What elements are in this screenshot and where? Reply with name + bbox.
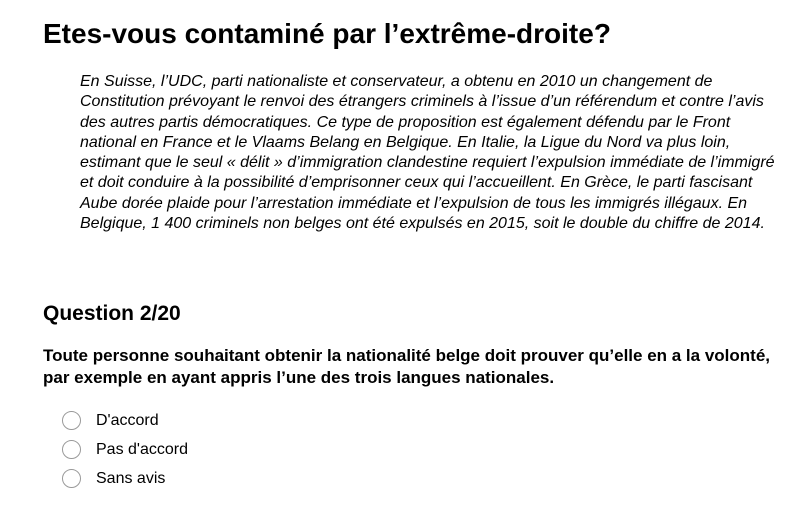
option-disagree[interactable]: [62, 435, 188, 464]
option-label[interactable]: D'accord: [96, 411, 159, 429]
option-agree[interactable]: [62, 406, 188, 435]
answer-options: [62, 406, 188, 493]
page-title: Etes-vous contaminé par l’extrême-droite?: [43, 18, 611, 49]
option-label[interactable]: Pas d'accord: [96, 440, 188, 458]
radio-button-icon[interactable]: [62, 469, 81, 488]
radio-button-icon[interactable]: [62, 411, 81, 430]
intro-paragraph: En Suisse, l’UDC, parti nationaliste et conservateur, a obtenu en 2010 un changement de Constitution prévoyant le renvoi des étrangers criminels à l’issue d’un référendum et contre l’avis des autres partis démocratiques. Ce type de proposition est également défendu par le Front national en France et le Vlaams Belang en Belgique. En Italie, la Ligue du Nord va plus loin, estimant que le seul « délit » d’immigration clandestine requiert l’expulsion immédiate de l’immigré et doit conduire à la possibilité d’emprisonner ceux qui l’accueillent. En Grèce, le parti fascisant Aube dorée plaide pour l’arrestation immédiate et l’expulsion de tous les immigrés illégaux. En Belgique, 1 400 criminels non belges ont été expulsés en 2015, soit le double du chiffre de 2014.: [80, 73, 775, 233]
radio-button-icon[interactable]: [62, 440, 81, 459]
option-no-opinion[interactable]: [62, 464, 188, 493]
question-number: Question 2/20: [43, 302, 181, 325]
question-text: Toute personne souhaitant obtenir la nationalité belge doit prouver qu’elle en a la volonté, par exemple en ayant appris l’une des trois langues nationales.: [43, 346, 770, 387]
option-label[interactable]: Sans avis: [96, 469, 166, 487]
